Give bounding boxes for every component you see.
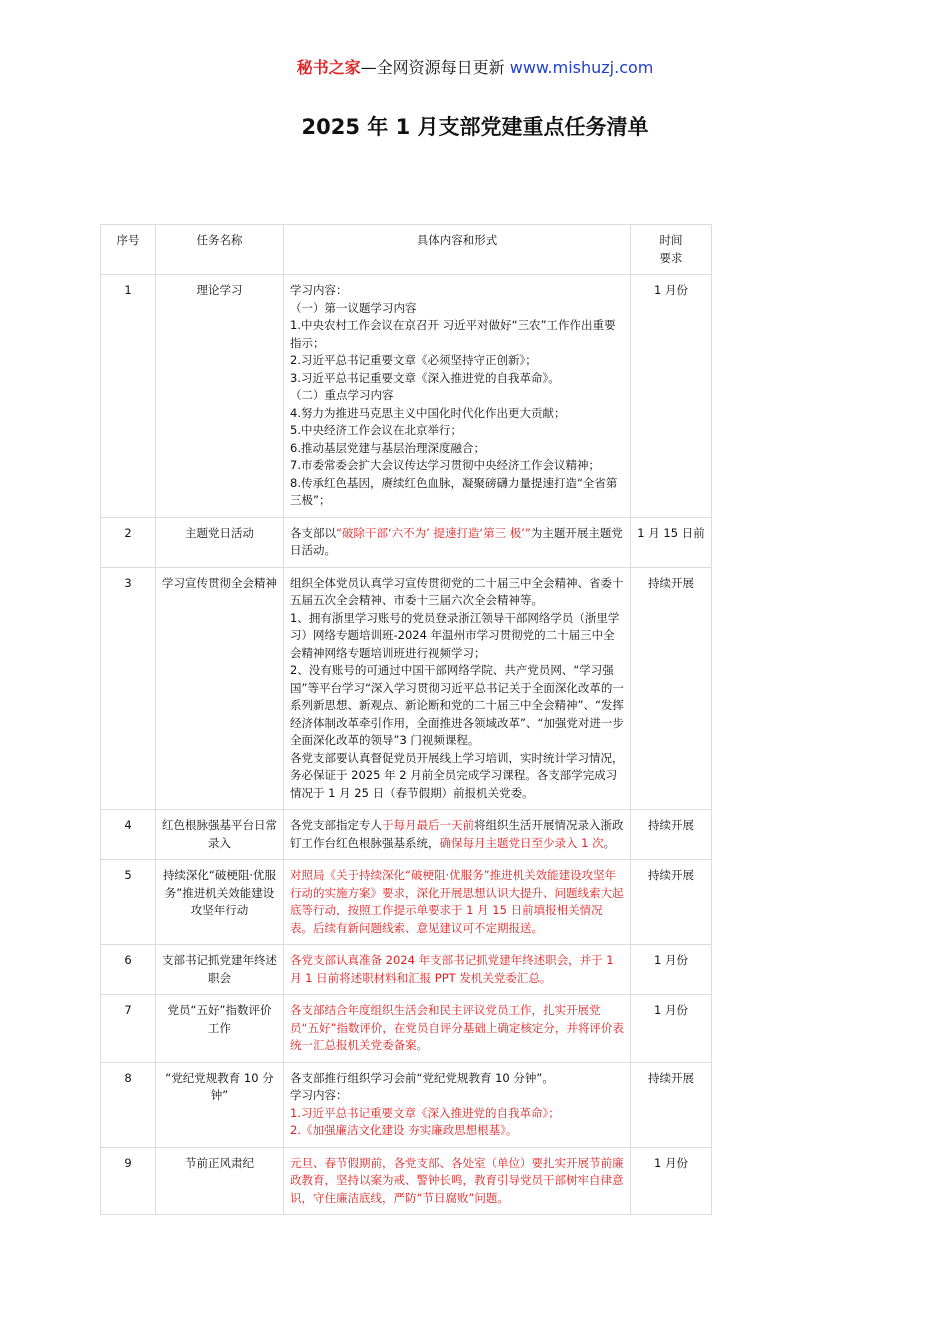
content-line	[290, 952, 624, 987]
header-time-line2: 要求	[659, 250, 683, 265]
content-text: （二）重点学习内容	[290, 388, 394, 402]
task-content	[284, 1062, 631, 1147]
content-line	[290, 1122, 624, 1140]
table-row	[101, 1147, 712, 1215]
content-line	[290, 1002, 624, 1055]
task-name: 节前正风肃纪	[156, 1147, 284, 1215]
content-line	[290, 387, 624, 405]
task-table	[100, 224, 712, 1215]
table-row	[101, 517, 712, 567]
highlighted-text: 1.习近平总书记重要文章《深入推进党的自我革命》；	[290, 1105, 560, 1120]
task-content	[284, 1147, 631, 1215]
time-requirement: 1 月份	[631, 945, 712, 995]
task-name: 支部书记抓党建年终述职会	[156, 945, 284, 995]
content-line	[290, 300, 624, 318]
highlighted-text: 各支部结合年度组织生活会和民主评议党员工作，扎实开展党员“五好”指数评价，在党员自评分基础上确定核定分，并将评价表统一汇总报机关党委备案。	[290, 1003, 624, 1052]
table-row	[101, 810, 712, 860]
content-text: 为主题开展主题党日活动。	[290, 525, 623, 557]
row-number: 5	[101, 860, 156, 945]
task-content	[284, 567, 631, 810]
row-number: 8	[101, 1062, 156, 1147]
content-line	[290, 525, 624, 560]
task-content	[284, 810, 631, 860]
time-requirement: 持续开展	[631, 1062, 712, 1147]
content-text: 2.习近平总书记重要文章《必须坚持守正创新》；	[290, 353, 537, 367]
highlighted-text: 元旦、春节假期前，各党支部、各处室（单位）要扎实开展节前廉政教育，坚持以案为戒、警钟长鸣，教育引导党员干部树牢自律意识，守住廉洁底线，严防“节日腐败”问题。	[290, 1155, 624, 1205]
task-content	[284, 995, 631, 1063]
content-text: （一）第一议题学习内容	[290, 300, 417, 315]
content-line	[290, 475, 624, 510]
content-line	[290, 1155, 624, 1208]
header-task-name: 任务名称	[156, 225, 284, 275]
content-text: 1.中央农村工作会议在京召开 习近平对做好“三农”工作作出重要指示；	[290, 318, 616, 350]
task-name: “党纪党规教育 10 分钟”	[156, 1062, 284, 1147]
content-line	[290, 1087, 624, 1105]
table-row	[101, 275, 712, 518]
content-line	[290, 422, 624, 440]
content-line	[290, 440, 624, 458]
header-time-line1: 时间	[659, 233, 683, 247]
content-line	[290, 370, 624, 388]
header-no: 序号	[101, 225, 156, 275]
highlighted-text: 对照局《关于持续深化“破梗阻·优服务”推进机关效能建设攻坚年行动的实施方案》要求，深化开展思想认识大提升、问题线索大起底等行动，按照工作提示单要求于 1 月 15 日前填报相关情况表。后续有新问题线索、意见建议可不定期报送。	[290, 868, 624, 935]
highlighted-text: 于每月最后一天前	[382, 818, 474, 832]
task-name: 理论学习	[156, 275, 284, 518]
time-requirement: 1 月份	[631, 1147, 712, 1215]
header-time	[631, 225, 712, 275]
content-line	[290, 662, 624, 750]
content-text: 3.习近平总书记重要文章《深入推进党的自我革命》。	[290, 370, 560, 385]
banner-brand: 秘书之家	[296, 58, 361, 77]
content-text: 学习内容：	[290, 283, 348, 297]
table-row	[101, 945, 712, 995]
content-text: 4.努力为推进马克思主义中国化时代化作出更大贡献；	[290, 405, 566, 420]
table-row	[101, 567, 712, 810]
content-text: 7.市委常委会扩大会议传达学习贯彻中央经济工作会议精神；	[290, 458, 600, 472]
header-content: 具体内容和形式	[284, 225, 631, 275]
content-text: 各党支部要认真督促党员开展线上学习培训，实时统计学习情况，务必保证于 2025 年 2 月前全员完成学习课程。各支部学完成习情况于 1 月 25 日（春节假期）前报机关党委。	[290, 750, 624, 800]
content-line	[290, 817, 624, 852]
content-text: 各支部以	[290, 525, 336, 540]
table-header-row	[101, 225, 712, 275]
content-line	[290, 352, 624, 370]
time-requirement: 持续开展	[631, 810, 712, 860]
content-text: 将组织生活开展情况录入浙政钉工作台红色根脉强基系统，	[290, 818, 624, 850]
document-title: 2025 年 1 月支部党建重点任务清单	[301, 115, 649, 139]
time-requirement: 1 月 15 日前	[631, 517, 712, 567]
time-requirement: 1 月份	[631, 995, 712, 1063]
content-text: 学习内容：	[290, 1088, 348, 1102]
table-row	[101, 995, 712, 1063]
task-name: 主题党日活动	[156, 517, 284, 567]
highlighted-text: 2.《加强廉洁文化建设 夯实廉政思想根基》。	[290, 1123, 518, 1137]
row-number: 6	[101, 945, 156, 995]
row-number: 2	[101, 517, 156, 567]
content-text: 组织全体党员认真学习宣传贯彻党的二十届三中全会精神、省委十五届五次全会精神、市委十三届六次全会精神等。	[290, 575, 624, 607]
content-line	[290, 282, 624, 300]
content-line	[290, 575, 624, 610]
banner-url-link[interactable]: www.mishuzj.com	[509, 58, 654, 77]
content-line	[290, 610, 624, 663]
content-text: 。	[603, 835, 616, 850]
content-text: 5.中央经济工作会议在北京举行；	[290, 423, 462, 437]
content-text: 各支部推行组织学习会前“党纪党规教育 10 分钟”。	[290, 1070, 554, 1085]
row-number: 1	[101, 275, 156, 518]
highlighted-text: 确保每月主题党日至少录入 1 次	[439, 835, 604, 850]
content-text: 1、拥有浙里学习账号的党员登录浙江领导干部网络学员（浙里学习）网络专题培训班-2024 年温州市学习贯彻党的二十届三中全会精神网络专题培训班进行视频学习；	[290, 610, 620, 660]
task-content	[284, 945, 631, 995]
content-text: 8.传承红色基因，赓续红色血脉，凝聚磅礴力量提速打造“全省第三极”；	[290, 475, 618, 507]
time-requirement: 持续开展	[631, 860, 712, 945]
table-row	[101, 1062, 712, 1147]
content-line	[290, 457, 624, 475]
task-name: 党员“五好”指数评价工作	[156, 995, 284, 1063]
row-number: 4	[101, 810, 156, 860]
task-content	[284, 517, 631, 567]
content-line	[290, 405, 624, 423]
task-content	[284, 275, 631, 518]
content-text: 各党支部指定专人	[290, 818, 382, 832]
row-number: 9	[101, 1147, 156, 1215]
task-name: 红色根脉强基平台日常录入	[156, 810, 284, 860]
task-name: 持续深化“破梗阻·优服务”推进机关效能建设攻坚年行动	[156, 860, 284, 945]
highlighted-text: “破除干部‘六不为’ 提速打造‘第三 极’”	[336, 525, 531, 540]
content-line	[290, 867, 624, 937]
task-content	[284, 860, 631, 945]
banner-slogan: —全网资源每日更新	[360, 58, 510, 77]
row-number: 7	[101, 995, 156, 1063]
content-text: 2、没有账号的可通过中国干部网络学院、共产党员网、“学习强国”等平台学习“深入学习贯彻习近平总书记关于全面深化改革的一系列新思想、新观点、新论断和党的二十届三中全会精神”、“发挥经济体制改革牵引作用，全面推进各领域改革”、“加强党对进一步全面深化改革的领导”3 门视频课程。	[290, 663, 624, 747]
content-text: 6.推动基层党建与基层治理深度融合；	[290, 440, 485, 455]
time-requirement: 1 月份	[631, 275, 712, 518]
content-line	[290, 1105, 624, 1123]
highlighted-text: 各党支部认真准备 2024 年支部书记抓党建年终述职会，并于 1 月 1 日前将述职材料和汇报 PPT 发机关党委汇总。	[290, 953, 614, 985]
content-line	[290, 1070, 624, 1088]
content-line	[290, 317, 624, 352]
content-line	[290, 750, 624, 803]
time-requirement: 持续开展	[631, 567, 712, 810]
table-row	[101, 860, 712, 945]
site-banner	[0, 57, 950, 79]
row-number: 3	[101, 567, 156, 810]
task-name: 学习宣传贯彻全会精神	[156, 567, 284, 810]
